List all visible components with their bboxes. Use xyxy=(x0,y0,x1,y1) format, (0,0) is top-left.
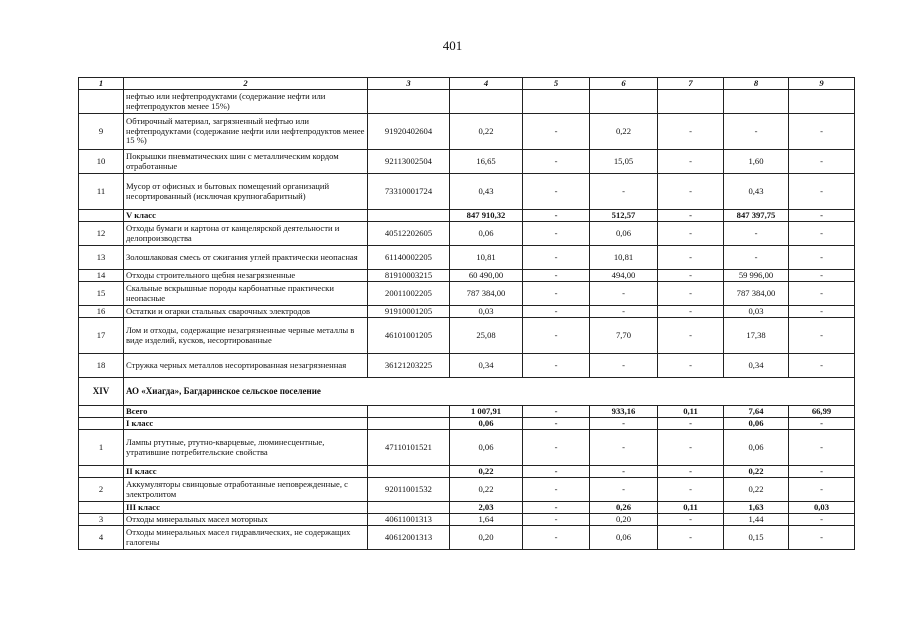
table-cell: 847 910,32 xyxy=(450,210,523,222)
fkko-code-cell: 91910001205 xyxy=(368,306,450,318)
table-cell xyxy=(79,90,124,114)
table-cell: 0,06 xyxy=(450,418,523,430)
table-cell: 1,44 xyxy=(724,514,789,526)
table-cell: 60 490,00 xyxy=(450,270,523,282)
fkko-code-cell xyxy=(368,466,450,478)
table-row xyxy=(79,150,855,174)
table-cell: 494,00 xyxy=(590,270,658,282)
table-cell: 66,99 xyxy=(789,406,855,418)
table-cell: 0,20 xyxy=(450,526,523,550)
fkko-code-cell: 92011001532 xyxy=(368,478,450,502)
table-cell: - xyxy=(789,246,855,270)
table-cell: - xyxy=(523,174,590,210)
table-cell: - xyxy=(724,246,789,270)
table-cell: - xyxy=(523,246,590,270)
table-row xyxy=(79,114,855,150)
waste-name-cell: нефтью или нефтепродуктами (содержание нефти или нефтепродуктов менее 15%) xyxy=(124,90,368,114)
column-header: 3 xyxy=(368,78,450,90)
waste-table xyxy=(78,77,855,550)
table-row xyxy=(79,318,855,354)
table-cell xyxy=(658,90,724,114)
table-cell: - xyxy=(658,430,724,466)
table-cell: - xyxy=(789,466,855,478)
table-cell: 0,06 xyxy=(450,222,523,246)
table-cell: 2 xyxy=(79,478,124,502)
table-cell: 0,22 xyxy=(450,466,523,478)
table-row xyxy=(79,514,855,526)
table-cell: - xyxy=(658,246,724,270)
table-cell: - xyxy=(523,502,590,514)
fkko-code-cell xyxy=(368,502,450,514)
table-cell: 0,03 xyxy=(450,306,523,318)
table-cell: - xyxy=(523,114,590,150)
table-cell: 1,63 xyxy=(724,502,789,514)
table-cell: - xyxy=(789,318,855,354)
fkko-code-cell: 81910003215 xyxy=(368,270,450,282)
table-cell: - xyxy=(590,418,658,430)
table-cell: - xyxy=(523,306,590,318)
table-row xyxy=(79,246,855,270)
table-cell: 1 007,91 xyxy=(450,406,523,418)
table-cell: 0,06 xyxy=(590,222,658,246)
fkko-code-cell: 91920402604 xyxy=(368,114,450,150)
fkko-code-cell: 40611001313 xyxy=(368,514,450,526)
fkko-code-cell: 46101001205 xyxy=(368,318,450,354)
waste-name-cell: Лампы ртутные, ртутно-кварцевые, люминесцентные, утратившие потребительские свойства xyxy=(124,430,368,466)
fkko-code-cell: 47110101521 xyxy=(368,430,450,466)
table-cell: - xyxy=(789,174,855,210)
waste-name-cell: Золошлаковая смесь от сжигания углей практически неопасная xyxy=(124,246,368,270)
fkko-code-cell xyxy=(368,210,450,222)
page-number: 401 xyxy=(442,38,463,53)
table-cell: 1,60 xyxy=(724,150,789,174)
table-cell: 0,22 xyxy=(724,478,789,502)
waste-name-cell: Скальные вскрышные породы карбонатные практически неопасные xyxy=(124,282,368,306)
column-header: 9 xyxy=(789,78,855,90)
column-header: 2 xyxy=(124,78,368,90)
table-cell: - xyxy=(523,210,590,222)
waste-name-cell: Покрышки пневматических шин с металлическим кордом отработанные xyxy=(124,150,368,174)
table-cell xyxy=(79,210,124,222)
table-cell: - xyxy=(789,430,855,466)
table-row xyxy=(79,282,855,306)
table-cell xyxy=(724,90,789,114)
table-cell: - xyxy=(658,478,724,502)
table-row xyxy=(79,222,855,246)
fkko-code-cell: 61140002205 xyxy=(368,246,450,270)
section-number: XIV xyxy=(79,378,124,406)
table-cell: 15 xyxy=(79,282,124,306)
table-cell: - xyxy=(523,222,590,246)
table-cell: - xyxy=(789,210,855,222)
table-cell: 512,57 xyxy=(590,210,658,222)
table-cell: 13 xyxy=(79,246,124,270)
table-cell: 0,34 xyxy=(450,354,523,378)
table-cell: - xyxy=(523,150,590,174)
table-cell: - xyxy=(789,222,855,246)
fkko-code-cell xyxy=(368,406,450,418)
table-row xyxy=(79,526,855,550)
table-cell: 0,03 xyxy=(724,306,789,318)
table-cell: - xyxy=(789,418,855,430)
table-cell: 0,06 xyxy=(724,418,789,430)
table-cell: 10 xyxy=(79,150,124,174)
waste-name-cell: Отходы минеральных масел гидравлических, не содержащих галогены xyxy=(124,526,368,550)
table-cell: - xyxy=(789,526,855,550)
table-cell xyxy=(789,90,855,114)
column-header: 7 xyxy=(658,78,724,90)
waste-name-cell: Аккумуляторы свинцовые отработанные неповрежденные, с электролитом xyxy=(124,478,368,502)
table-cell: - xyxy=(523,478,590,502)
section-title: АО «Хиагда», Багдаринское сельское поселение xyxy=(124,378,855,406)
table-cell: 0,15 xyxy=(724,526,789,550)
fkko-code-cell xyxy=(368,90,450,114)
table-cell: 14 xyxy=(79,270,124,282)
table-cell: - xyxy=(789,114,855,150)
subtotal-row xyxy=(79,406,855,418)
table-cell: 0,06 xyxy=(724,430,789,466)
table-cell: - xyxy=(590,306,658,318)
subtotal-row xyxy=(79,418,855,430)
table-cell: 0,26 xyxy=(590,502,658,514)
table-cell xyxy=(79,466,124,478)
fkko-code-cell xyxy=(368,418,450,430)
table-cell: 933,16 xyxy=(590,406,658,418)
waste-name-cell: Отходы минеральных масел моторных xyxy=(124,514,368,526)
waste-name-cell: Всего xyxy=(124,406,368,418)
table-cell: - xyxy=(724,222,789,246)
fkko-code-cell: 36121203225 xyxy=(368,354,450,378)
table-cell: - xyxy=(789,270,855,282)
fkko-code-cell: 92113002504 xyxy=(368,150,450,174)
table-cell: 16 xyxy=(79,306,124,318)
table-cell: - xyxy=(523,514,590,526)
table-cell: - xyxy=(523,406,590,418)
column-header: 6 xyxy=(590,78,658,90)
table-cell: 3 xyxy=(79,514,124,526)
column-header: 4 xyxy=(450,78,523,90)
table-cell: 25,08 xyxy=(450,318,523,354)
fkko-code-cell: 73310001724 xyxy=(368,174,450,210)
table-cell: 59 996,00 xyxy=(724,270,789,282)
table-cell: - xyxy=(523,282,590,306)
table-cell: - xyxy=(789,478,855,502)
table-cell: - xyxy=(658,466,724,478)
table-cell xyxy=(79,502,124,514)
table-cell: 15,05 xyxy=(590,150,658,174)
table-cell: 18 xyxy=(79,354,124,378)
table-cell: - xyxy=(590,174,658,210)
table-cell: - xyxy=(789,354,855,378)
table-cell: - xyxy=(658,526,724,550)
column-header: 5 xyxy=(523,78,590,90)
table-cell: 0,03 xyxy=(789,502,855,514)
table-cell: - xyxy=(590,478,658,502)
table-row xyxy=(79,174,855,210)
subtotal-row xyxy=(79,502,855,514)
table-row xyxy=(79,354,855,378)
table-cell: 0,22 xyxy=(724,466,789,478)
table-cell: 17,38 xyxy=(724,318,789,354)
table-cell: 0,06 xyxy=(450,430,523,466)
table-cell: 0,43 xyxy=(724,174,789,210)
table-cell: 0,20 xyxy=(590,514,658,526)
column-header: 1 xyxy=(79,78,124,90)
waste-name-cell: Отходы бумаги и картона от канцелярской деятельности и делопроизводства xyxy=(124,222,368,246)
waste-name-cell: III класс xyxy=(124,502,368,514)
table-cell: - xyxy=(658,150,724,174)
table-cell: 0,22 xyxy=(590,114,658,150)
table-cell: - xyxy=(523,354,590,378)
waste-name-cell: Стружка черных металлов несортированная незагрязненная xyxy=(124,354,368,378)
table-cell: - xyxy=(658,514,724,526)
table-cell xyxy=(450,90,523,114)
fkko-code-cell: 40512202605 xyxy=(368,222,450,246)
table-cell: - xyxy=(658,174,724,210)
table-cell: - xyxy=(658,354,724,378)
fkko-code-cell: 40612001313 xyxy=(368,526,450,550)
table-cell: - xyxy=(658,418,724,430)
subtotal-row xyxy=(79,466,855,478)
table-cell: - xyxy=(590,282,658,306)
waste-name-cell: I класс xyxy=(124,418,368,430)
table-cell: - xyxy=(658,318,724,354)
section-row xyxy=(79,378,855,406)
table-cell: - xyxy=(590,466,658,478)
table-cell: 2,03 xyxy=(450,502,523,514)
table-cell: - xyxy=(658,306,724,318)
table-cell: 16,65 xyxy=(450,150,523,174)
table-cell: 0,22 xyxy=(450,478,523,502)
table-cell: 1,64 xyxy=(450,514,523,526)
table-cell: 0,34 xyxy=(724,354,789,378)
table-row xyxy=(79,478,855,502)
table-row xyxy=(79,306,855,318)
waste-name-cell: Лом и отходы, содержащие незагрязненные черные металлы в виде изделий, кусков, несортированные xyxy=(124,318,368,354)
table-cell: 9 xyxy=(79,114,124,150)
table-cell: 7,70 xyxy=(590,318,658,354)
waste-name-cell: Отходы строительного щебня незагрязненные xyxy=(124,270,368,282)
table-cell: - xyxy=(658,270,724,282)
table-cell: - xyxy=(523,318,590,354)
table-cell: - xyxy=(523,418,590,430)
table-cell: - xyxy=(789,306,855,318)
waste-name-cell: Мусор от офисных и бытовых помещений организаций несортированный (исключая крупногабаритный) xyxy=(124,174,368,210)
waste-name-cell: II класс xyxy=(124,466,368,478)
table-cell: - xyxy=(789,514,855,526)
table-cell: 0,22 xyxy=(450,114,523,150)
table-cell: - xyxy=(590,354,658,378)
table-cell: - xyxy=(658,210,724,222)
table-row xyxy=(79,90,855,114)
waste-name-cell: Остатки и огарки стальных сварочных электродов xyxy=(124,306,368,318)
table-cell: - xyxy=(724,114,789,150)
table-cell xyxy=(523,90,590,114)
table-cell: 0,06 xyxy=(590,526,658,550)
table-cell xyxy=(590,90,658,114)
table-cell: 7,64 xyxy=(724,406,789,418)
table-cell: 10,81 xyxy=(450,246,523,270)
fkko-code-cell: 20011002205 xyxy=(368,282,450,306)
table-cell: 0,11 xyxy=(658,406,724,418)
table-cell: 4 xyxy=(79,526,124,550)
column-header: 8 xyxy=(724,78,789,90)
table-cell: 0,43 xyxy=(450,174,523,210)
table-cell: - xyxy=(590,430,658,466)
table-cell xyxy=(79,418,124,430)
table-cell xyxy=(79,406,124,418)
table-cell: - xyxy=(658,114,724,150)
table-cell: 787 384,00 xyxy=(724,282,789,306)
table-cell: - xyxy=(523,430,590,466)
table-cell: - xyxy=(523,466,590,478)
table-cell: - xyxy=(789,150,855,174)
table-cell: 0,11 xyxy=(658,502,724,514)
table-row xyxy=(79,430,855,466)
table-row xyxy=(79,270,855,282)
table-cell: - xyxy=(789,282,855,306)
table-cell: 1 xyxy=(79,430,124,466)
subtotal-row xyxy=(79,210,855,222)
table-cell: - xyxy=(658,282,724,306)
waste-name-cell: V класс xyxy=(124,210,368,222)
table-cell: 10,81 xyxy=(590,246,658,270)
table-cell: 12 xyxy=(79,222,124,246)
table-cell: - xyxy=(523,270,590,282)
table-cell: - xyxy=(658,222,724,246)
table-cell: - xyxy=(523,526,590,550)
table-cell: 847 397,75 xyxy=(724,210,789,222)
waste-name-cell: Обтирочный материал, загрязненный нефтью или нефтепродуктами (содержание нефти или нефтепродуктов менее 15 %) xyxy=(124,114,368,150)
table-header-row xyxy=(79,78,855,90)
table-cell: 11 xyxy=(79,174,124,210)
table-cell: 17 xyxy=(79,318,124,354)
table-cell: 787 384,00 xyxy=(450,282,523,306)
